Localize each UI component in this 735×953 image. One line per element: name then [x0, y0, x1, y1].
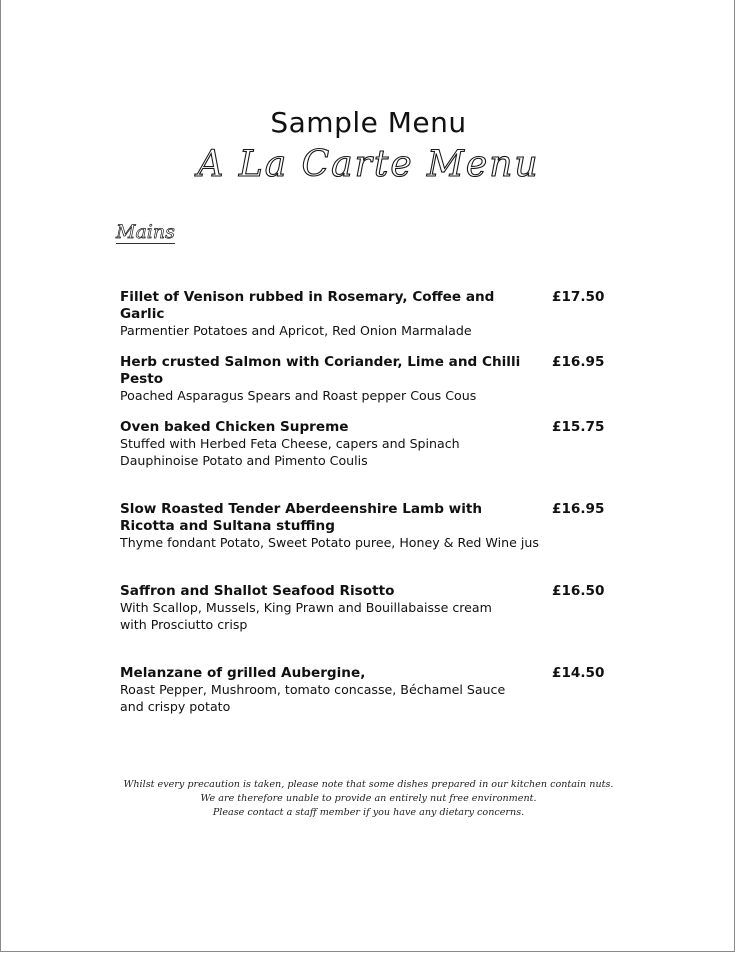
menu-item-price: £15.75: [552, 419, 605, 435]
menu-item-description: With Scallop, Mussels, King Prawn and Bouillabaisse cream with Prosciutto crisp: [120, 600, 492, 632]
menu-item-price: £16.95: [552, 354, 605, 370]
menu-item-price: £14.50: [552, 665, 605, 681]
menu-item-price: £16.95: [552, 501, 605, 517]
menu-item-description: Parmentier Potatoes and Apricot, Red Onion Marmalade: [120, 323, 472, 338]
allergy-notice-line: Please contact a staff member if you have any dietary concerns.: [212, 807, 525, 818]
menu-subtitle: A La Carte Menu: [197, 144, 540, 185]
menu-item-description: Thyme fondant Potato, Sweet Potato puree, Honey & Red Wine jus: [120, 535, 539, 550]
menu-item-name: Saffron and Shallot Seafood Risotto: [120, 583, 395, 599]
menu-item-name: Melanzane of grilled Aubergine,: [120, 665, 366, 681]
allergy-notice-line: We are therefore unable to provide an entirely nut free environment.: [200, 793, 537, 804]
menu-item-price: £17.50: [552, 289, 605, 305]
menu-item-risotto: [120, 583, 605, 633]
menu-item-venison: [120, 289, 605, 340]
allergy-notice: [1, 778, 735, 820]
allergy-notice-line: Whilst every precaution is taken, please note that some dishes prepared in our kitchen contain nuts.: [123, 779, 614, 790]
menu-item-price: £16.50: [552, 583, 605, 599]
menu-item-salmon: [120, 354, 605, 405]
menu-item-description: Stuffed with Herbed Feta Cheese, capers and Spinach: [120, 436, 460, 451]
menu-item-name: Oven baked Chicken Supreme: [120, 419, 349, 435]
menu-item-description: Dauphinoise Potato and Pimento Coulis: [120, 452, 368, 468]
menu-item-name: Fillet of Venison rubbed in Rosemary, Coffee and Garlic: [120, 289, 495, 322]
menu-item-melanzane: [120, 665, 605, 715]
menu-item-chicken: [120, 419, 605, 469]
menu-item-description: Poached Asparagus Spears and Roast pepper Cous Cous: [120, 388, 477, 403]
menu-item-name: Slow Roasted Tender Aberdeenshire Lamb with Ricotta and Sultana stuffing: [120, 501, 483, 534]
menu-item-name: Herb crusted Salmon with Coriander, Lime and Chilli Pesto: [120, 354, 521, 387]
menu-item-description: Roast Pepper, Mushroom, tomato concasse, Béchamel Sauce and crispy potato: [120, 682, 506, 714]
menu-item-lamb: [120, 501, 605, 552]
page-title: Sample Menu: [270, 106, 467, 139]
section-heading-mains: Mains: [116, 221, 175, 243]
